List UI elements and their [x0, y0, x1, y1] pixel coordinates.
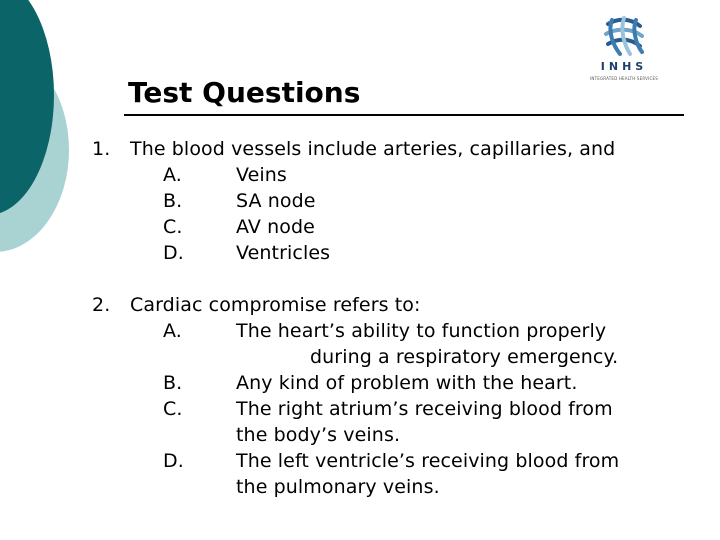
option-text: AV node [236, 216, 315, 238]
question-number: 1. [92, 138, 111, 160]
option-text: Veins [236, 164, 287, 186]
title-divider [124, 114, 684, 116]
option-letter: D. [163, 450, 184, 472]
option-text-continued: during a respiratory emergency. [310, 346, 619, 368]
option-text-continued: the body’s veins. [236, 424, 401, 446]
decorative-teal-shapes [0, 0, 80, 260]
slide-title: Test Questions [128, 76, 361, 109]
question-number: 2. [92, 294, 111, 316]
option-letter: C. [163, 398, 183, 420]
question-text: Cardiac compromise refers to: [130, 294, 421, 316]
option-text-continued: the pulmonary veins. [236, 476, 440, 498]
inhs-logo [562, 14, 686, 81]
option-letter: D. [163, 242, 184, 264]
option-text: SA node [236, 190, 316, 212]
option-letter: A. [163, 164, 182, 186]
option-text: Ventricles [236, 242, 331, 264]
option-letter: B. [163, 190, 183, 212]
option-text: The right atrium’s receiving blood from [236, 398, 613, 420]
logo-name: INHS [600, 60, 648, 73]
logo-knot-icon [600, 14, 648, 58]
option-letter: C. [163, 216, 183, 238]
option-letter: B. [163, 372, 183, 394]
option-text: The left ventricle’s receiving blood from [236, 450, 620, 472]
option-text: The heart’s ability to function properly [236, 320, 607, 342]
option-letter: A. [163, 320, 182, 342]
option-text: Any kind of problem with the heart. [236, 372, 578, 394]
question-text: The blood vessels include arteries, capillaries, and [130, 138, 616, 160]
logo-tagline: INTEGRATED HEALTH SERVICES [590, 76, 658, 81]
